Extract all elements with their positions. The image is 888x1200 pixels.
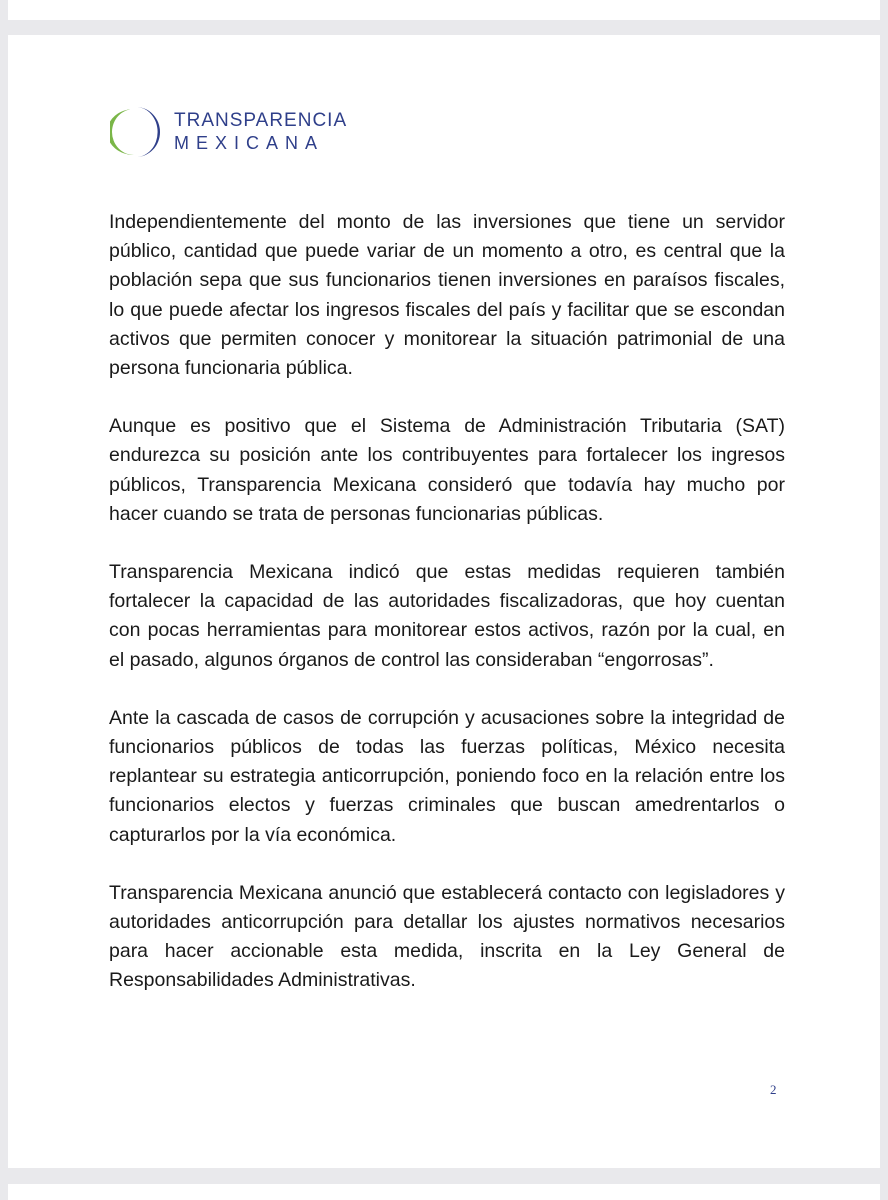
logo-circle-icon — [110, 104, 168, 160]
paragraph: Transparencia Mexicana indicó que estas medidas requieren también fortalecer la capacidad de las autoridades fiscalizadoras, que hoy cuentan con pocas herramientas para monitorear estos activos, razón por la cual, en el pasado, algunos órganos de control las consideraban “engorrosas”. — [109, 561, 785, 671]
logo-line-2: MEXICANA — [174, 133, 325, 153]
logo-wordmark — [174, 110, 347, 154]
paragraph: Transparencia Mexicana anunció que establecerá contacto con legisladores y autoridades anticorrupción para detallar los ajustes normativos necesarios para hacer accionable esta medida, inscrita en la Ley General de Responsabilidades Administrativas. — [109, 881, 785, 992]
logo-line-1: TRANSPARENCIA — [174, 110, 348, 131]
paragraph: Ante la cascada de casos de corrupción y acusaciones sobre la integridad de funcionarios públicos de todas las fuerzas políticas, México necesita replantear su estrategia anticorrupción, poniendo foco en la relación entre los funcionarios electos y fuerzas criminales que buscan amedrentarlos o capturarlos por la vía económica. — [109, 706, 785, 846]
transparencia-mexicana-logo — [110, 104, 347, 160]
paragraph: Independientemente del monto de las inversiones que tiene un servidor público, cantidad que puede variar de un momento a otro, es central que la población sepa que sus funcionarios tienen inversiones en paraísos fiscales, lo que puede afectar los ingresos fiscales del país y facilitar que se escondan activos que permiten conocer y monitorear la situación patrimonial de una persona funcionaria pública. — [109, 211, 785, 380]
previous-page-edge — [8, 0, 880, 20]
page-number: 2 — [770, 1082, 777, 1097]
body-text — [109, 208, 785, 1025]
paragraph: Aunque es positivo que el Sistema de Administración Tributaria (SAT) endurezca su posición ante los contribuyentes para fortalecer los ingresos públicos, Transparencia Mexicana consideró que todavía hay mucho por hacer cuando se trata de personas funcionarias públicas. — [109, 415, 785, 525]
document-page — [8, 35, 880, 1168]
next-page-edge — [8, 1184, 880, 1200]
